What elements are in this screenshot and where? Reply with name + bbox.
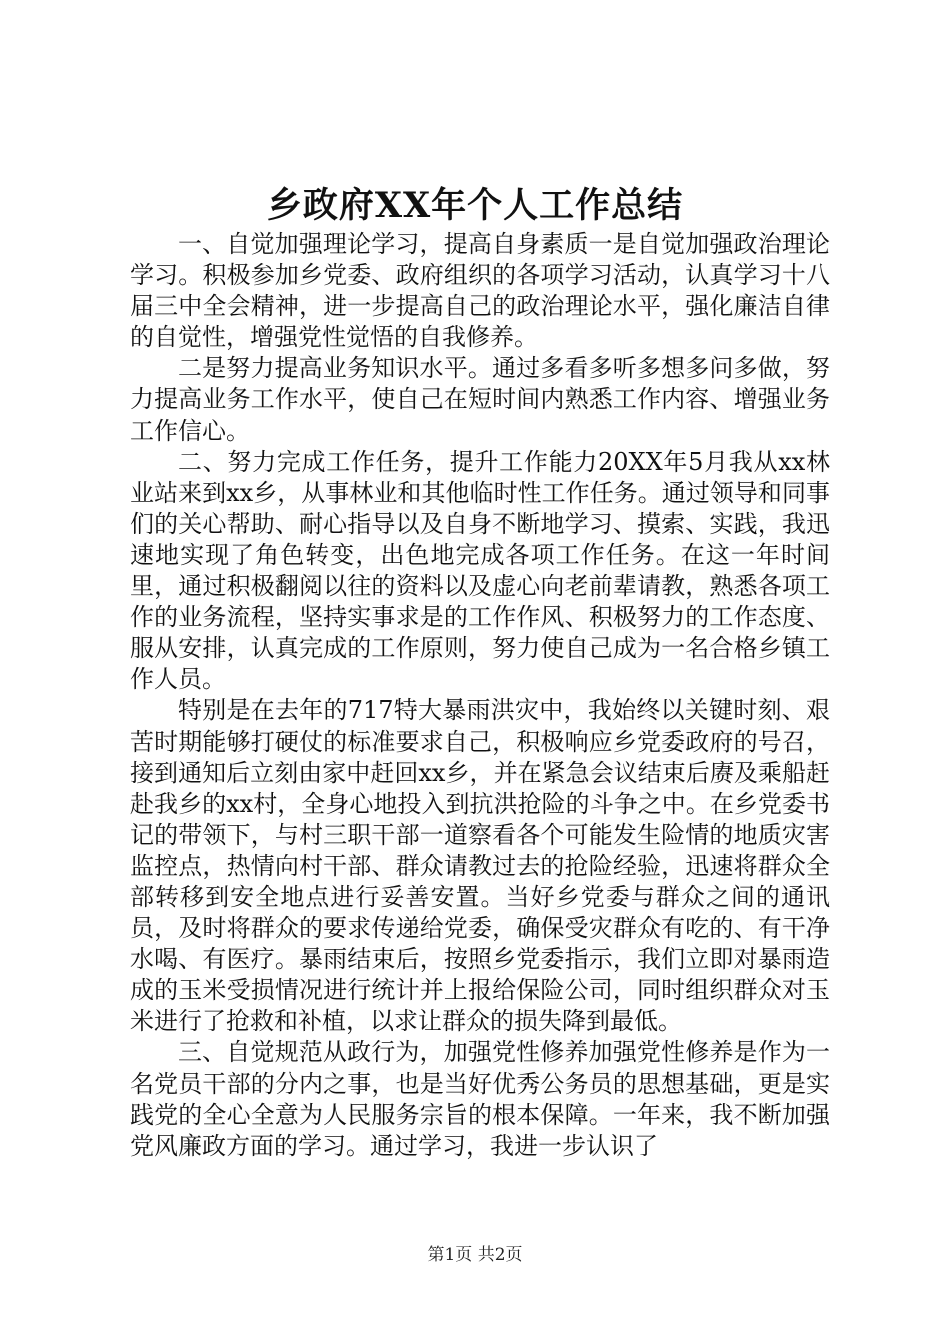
document-title: 乡政府XX年个人工作总结 xyxy=(266,185,684,226)
document-body xyxy=(130,229,830,1162)
body-paragraph: 三、自觉规范从政行为，加强党性修养加强党性修养是作为一名党员干部的分内之事，也是当好优秀公务员的思想基础，更是实践党的全心全意为人民服务宗旨的根本保障。一年来，我不断加强党风廉政方面的学习。通过学习，我进一步认识了 xyxy=(130,1038,830,1160)
body-paragraph: 一、自觉加强理论学习，提高自身素质一是自觉加强政治理论学习。积极参加乡党委、政府组织的各项学习活动，认真学习十八届三中全会精神，进一步提高自己的政治理论水平，强化廉洁自律的自觉性，增强党性觉悟的自我修养。 xyxy=(130,230,830,352)
page-number-footer: 第1页 共2页 xyxy=(427,1245,523,1265)
body-paragraph: 特别是在去年的717特大暴雨洪灾中，我始终以关键时刻、艰苦时期能够打硬仗的标准要求自己，积极响应乡党委政府的号召，接到通知后立刻由家中赶回xx乡，并在紧急会议结束后赓及乘船赶赴我乡的xx村，全身心地投入到抗洪抢险的斗争之中。在乡党委书记的带领下，与村三职干部一道察看各个可能发生险情的地质灾害监控点，热情向村干部、群众请教过去的抢险经验，迅速将群众全部转移到安全地点进行妥善安置。当好乡党委与群众之间的通讯员，及时将群众的要求传递给党委，确保受灾群众有吃的、有干净水喝、有医疗。暴雨结束后，按照乡党委指示，我们立即对暴雨造成的玉米受损情况进行统计并上报给保险公司，同时组织群众对玉米进行了抢救和补植，以求让群众的损失降到最低。 xyxy=(130,696,830,1036)
body-paragraph: 二是努力提高业务知识水平。通过多看多听多想多问多做，努力提高业务工作水平，使自己在短时间内熟悉工作内容、增强业务工作信心。 xyxy=(130,354,830,445)
body-paragraph: 二、努力完成工作任务，提升工作能力20XX年5月我从xx林业站来到xx乡，从事林业和其他临时性工作任务。通过领导和同事们的关心帮助、耐心指导以及自身不断地学习、摸索、实践，我迅速地实现了角色转变，出色地完成各项工作任务。在这一年时间里，通过积极翻阅以往的资料以及虚心向老前辈请教，熟悉各项工作的业务流程，坚持实事求是的工作作风、积极努力的工作态度、服从安排，认真完成的工作原则，努力使自己成为一名合格乡镇工作人员。 xyxy=(130,447,830,694)
